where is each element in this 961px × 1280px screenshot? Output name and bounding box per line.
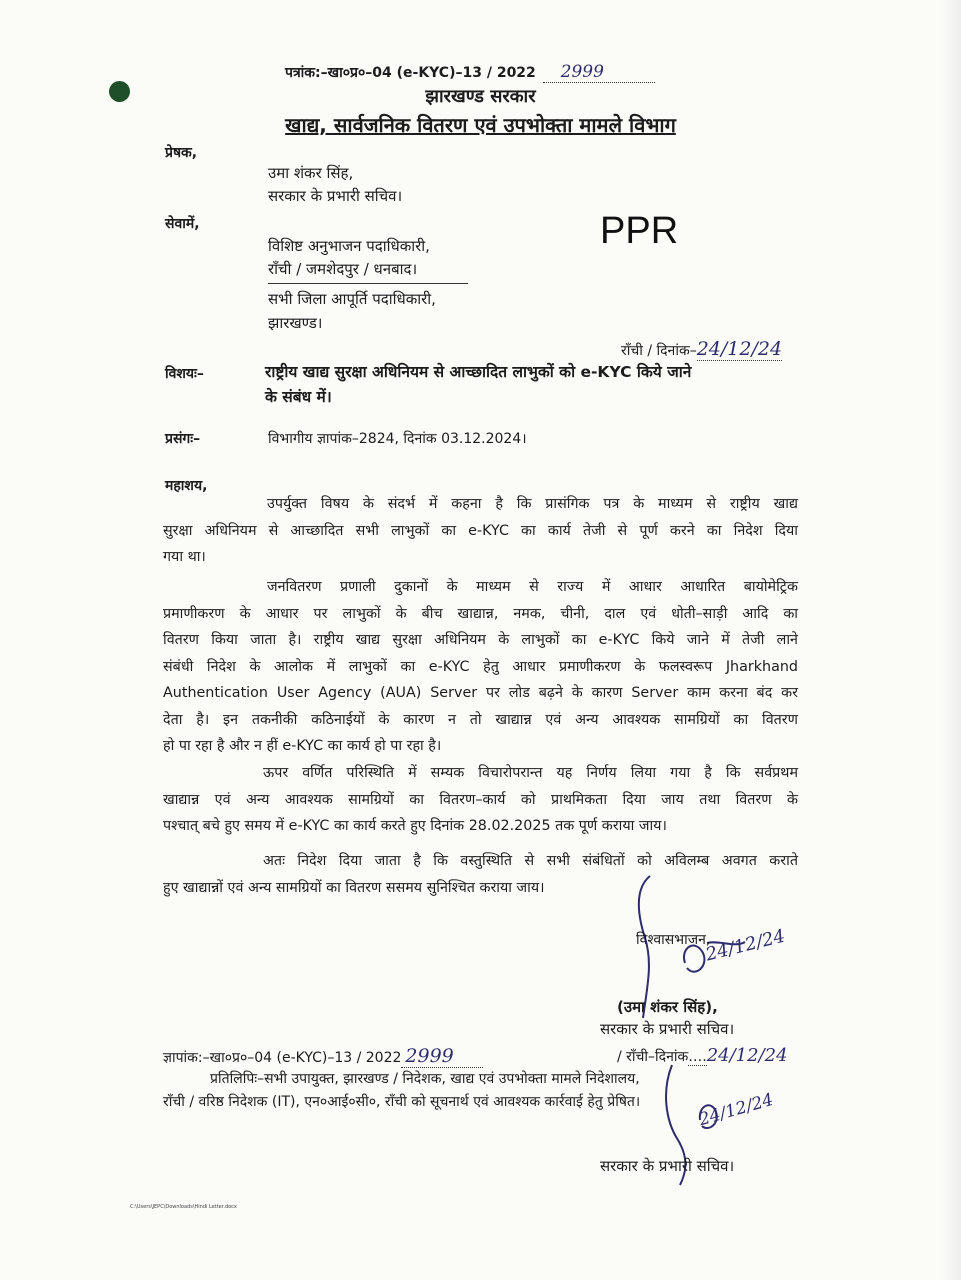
recipients-label: सेवामें, [165, 216, 200, 232]
memo-reference [163, 1045, 483, 1068]
paragraph-2-line: जनवितरण प्रणाली दुकानों के माध्यम से राज्य में आधार आधारित बायोमेट्रिक [267, 579, 798, 595]
memo-date: / राँची–दिनांक….24/12/24 [617, 1045, 788, 1066]
government-name: झारखण्ड सरकार [425, 86, 536, 107]
memo-copy-line1: प्रतिलिपिः–सभी उपायुक्त, झारखण्ड / निदेशक, खाद्य एवं उपभोक्ता मामले निदेशालय, [210, 1071, 640, 1087]
letter-reference [285, 62, 655, 83]
paragraph-3 [163, 760, 798, 840]
sender-label: प्रेषक, [165, 145, 198, 161]
recipient-group1-line1: विशिष्ट अनुभाजन पदाधिकारी, [268, 237, 430, 255]
paragraph-3-line: पश्चात् बचे हुए समय में e-KYC का कार्य करते हुए दिनांक 28.02.2025 तक पूर्ण कराया जाय। [163, 818, 667, 834]
ppr-stamp: PPR [600, 210, 679, 252]
paragraph-4-line: हुए खाद्यान्नों एवं अन्य सामग्रियों का वितरण ससमय सुनिश्चित कराया जाय। [163, 879, 545, 896]
reference-text: विभागीय ज्ञापांक–2824, दिनांक 03.12.2024। [268, 431, 527, 447]
department-name: खाद्य, सार्वजनिक वितरण एवं उपभोक्ता मामले विभाग [285, 113, 676, 137]
recipient-divider [268, 283, 468, 284]
closing-faithfully: विश्वासभाजन, [636, 932, 711, 948]
closing-designation: सरकार के प्रभारी सचिव। [600, 1020, 735, 1038]
memo-copy-line2: राँची / वरिष्ठ निदेशक (IT), एन०आई०सी०, राँची को सूचनार्थ एवं आवश्यक कार्रवाई हेतु प्रेषित। [163, 1094, 641, 1110]
memo-date-label: / राँची–दिनांक [617, 1049, 689, 1065]
recipient-group2-line2: झारखण्ड। [268, 314, 323, 332]
sender-designation: सरकार के प्रभारी सचिव। [268, 187, 403, 205]
date-handwritten: 24/12/24 [696, 338, 783, 360]
memo-signature-date: 24/12/24 [696, 1089, 776, 1131]
closing-signature-date: 24/12/24 [703, 925, 788, 966]
paragraph-2-line: Authentication User Agency (AUA) Server पर लोड बढ़ने के कारण Server काम करना बंद कर [163, 685, 798, 701]
paragraph-2-line: प्रमाणीकरण के आधार पर लाभुकों के बीच खाद्यान्न, नमक, चीनी, दाल एवं धोती–साड़ी आदि का [163, 605, 798, 622]
memo-reference-text: ज्ञापांक:–खा०प्र०–04 (e-KYC)–13 / 2022 [163, 1050, 402, 1066]
salutation: महाशय, [165, 478, 208, 494]
recipient-group2-line1: सभी जिला आपूर्ति पदाधिकारी, [268, 290, 436, 308]
paragraph-1-line: सुरक्षा अधिनियम से आच्छादित सभी लाभुकों का e-KYC का कार्य तेजी से पूर्ण करने का निदेश दिया [163, 522, 798, 539]
sender-name: उमा शंकर सिंह, [268, 164, 354, 182]
memo-date-handwritten: 24/12/24 [706, 1045, 788, 1066]
paragraph-1-line: उपर्युक्त विषय के संदर्भ में कहना है कि प्रासंगिक पत्र के माध्यम से राष्ट्रीय खाद्य [267, 496, 798, 512]
reference-label: प्रसंगः– [165, 431, 201, 447]
paragraph-1-line: गया था। [163, 549, 206, 565]
memo-designation: सरकार के प्रभारी सचिव। [600, 1157, 735, 1175]
paragraph-3-line: खाद्यान्न एवं अन्य आवश्यक सामग्रियों का वितरण–कार्य को प्राथमिकता दिया जाय तथा वितरण के [163, 791, 798, 808]
paragraph-2-line: हो पा रहा है और न हीं e-KYC का कार्य हो पा रहा है। [163, 738, 442, 754]
page-edge-shadow [941, 0, 961, 1280]
letter-reference-text: पत्रांक:–खा०प्र०–04 (e-KYC)–13 / 2022 [285, 65, 536, 81]
date-label: राँची / दिनांक– [621, 343, 697, 359]
recipient-group1-line2: राँची / जमशेदपुर / धनबाद। [268, 260, 418, 278]
paragraph-3-line: ऊपर वर्णित परिस्थिति में सम्यक विचारोपरान्त यह निर्णय लिया गया है कि सर्वप्रथम [263, 765, 798, 781]
paragraph-1 [163, 491, 798, 571]
paragraph-2-line: देता है। इन तकनीकी कठिनाईयों के कारण न तो खाद्यान्न एवं अन्य आवश्यक सामग्रियों का वितरण [163, 711, 798, 728]
memo-number-handwritten: 2999 [405, 1045, 454, 1067]
subject-label: विशयः– [165, 366, 204, 382]
paragraph-4-line: अतः निदेश दिया जाता है कि वस्तुस्थिति से सभी संबंधितों को अविलम्ब अवगत कराते [263, 853, 798, 869]
paragraph-2 [163, 574, 798, 760]
date-line [621, 338, 782, 360]
paragraph-2-line: वितरण किया जाता है। राष्ट्रीय खाद्य सुरक्षा अधिनियम के लाभुकों का e-KYC किये जाने में तेजी लाने [163, 632, 798, 648]
closing-name: (उमा शंकर सिंह), [617, 998, 718, 1016]
subject-line2: के संबंध में। [265, 388, 332, 406]
letter-number-handwritten: 2999 [560, 62, 604, 82]
subject-line1: राष्ट्रीय खाद्य सुरक्षा अधिनियम से आच्छादित लाभुकों को e-KYC किये जाने [265, 363, 692, 381]
paragraph-2-line: संबंधी निदेश के आलोक में लाभुकों का e-KYC हेतु आधार प्रमाणीकरण के फलस्वरूप Jharkhand [163, 658, 798, 675]
footer-file-path: C:\Users\JEPC\Downloads\Hindi Letter.docx [130, 1204, 237, 1210]
